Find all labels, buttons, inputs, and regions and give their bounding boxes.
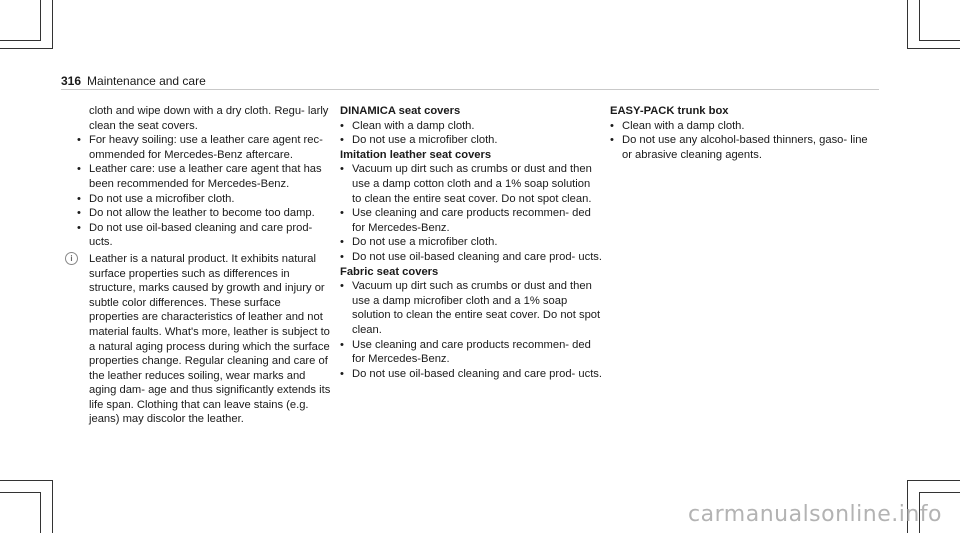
page-header [61,74,206,88]
list-item: • Clean with a damp cloth. [610,119,872,134]
crop-mark [0,40,41,41]
column-leather [70,104,332,432]
section-heading: Imitation leather seat covers [340,148,492,161]
header-divider [61,89,879,90]
crop-mark [52,0,53,49]
crop-mark [919,40,960,41]
crop-mark [40,492,41,533]
list-item: • Leather care: use a leather care agent that has been recommended for Mercedes-Benz. [77,162,332,191]
crop-mark [907,480,960,481]
list-item: • Do not use oil-based cleaning and care prod- ucts. [340,250,602,265]
note-text: Leather is a natural product. It exhibits natural surface properties such as differences in structure, marks caused by growth and injury or subtle color differences. These surface properties are characteristics of leather and not material faults. What's more, leather is subject to a natural aging process during which the surface properties change. Regular cleaning and care of the leather reduces soiling, wear marks and aging dam- age and thus significantly extends its life span. Clothing that can leave stains (e.g. jeans) may discolor the leather. [89,252,331,426]
column-trunk-box [610,104,872,162]
crop-mark [52,480,53,533]
list-item: • Do not use a microfiber cloth. [340,133,602,148]
crop-mark [919,492,960,493]
list-item: • Vacuum up dirt such as crumbs or dust and then use a damp microfiber cloth and a 1% soap solution to clean the entire seat cover. Do not spot clean. [340,279,602,337]
crop-mark [919,0,920,41]
section-heading: Fabric seat covers [340,265,439,278]
list-item: • Vacuum up dirt such as crumbs or dust and then use a damp cotton cloth and a 1% soap solution to clean the entire seat cover. Do not spot clean. [340,162,602,206]
list-item: • Do not use a microfiber cloth. [340,235,602,250]
list-item: • Do not use oil-based cleaning and care prod- ucts. [77,221,332,250]
crop-mark [907,48,960,49]
section-heading: DINAMICA seat covers [340,105,461,117]
list-item: • Use cleaning and care products recommen- ded for Mercedes-Benz. [340,338,602,367]
crop-mark [0,492,41,493]
list-item: • For heavy soiling: use a leather care agent rec- ommended for Mercedes-Benz aftercare. [77,133,332,162]
crop-mark [40,0,41,41]
watermark: carmanualsonline.info [688,502,942,527]
info-note [70,252,332,427]
section-heading: EASY-PACK trunk box [610,105,729,117]
crop-mark [0,480,53,481]
list-item: • Do not use a microfiber cloth. [77,192,332,207]
intro-text: cloth and wipe down with a dry cloth. Regu- larly clean the seat covers. [89,105,329,132]
column-seat-covers [340,104,602,381]
list-item: • Do not allow the leather to become too damp. [77,206,332,221]
list-item: • Use cleaning and care products recommen- ded for Mercedes-Benz. [340,206,602,235]
page-title: Maintenance and care [87,74,206,88]
list-item: • Clean with a damp cloth. [340,119,602,134]
page-number: 316 [61,74,82,88]
list-item: • Do not use any alcohol-based thinners, gaso- line or abrasive cleaning agents. [610,133,872,162]
crop-mark [0,48,53,49]
crop-mark [907,0,908,49]
list-item: • Do not use oil-based cleaning and care prod- ucts. [340,367,602,382]
info-icon: i [65,252,78,265]
